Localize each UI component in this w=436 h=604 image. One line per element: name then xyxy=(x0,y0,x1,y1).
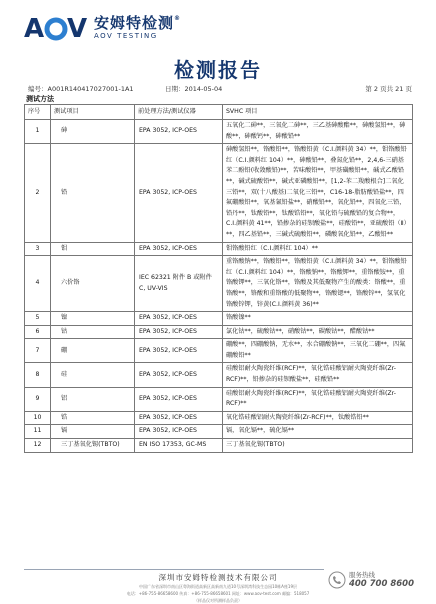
row-method: EPA 3052, ICP-OES xyxy=(135,144,223,242)
row-no: 12 xyxy=(25,439,51,453)
table-row xyxy=(25,256,413,312)
report-header xyxy=(24,14,181,42)
row-no: 11 xyxy=(25,425,51,439)
table-row xyxy=(25,363,413,387)
company-name-cn: 安姆特检测 xyxy=(94,14,175,32)
row-svhc: 重铬酸钠**，铬酸铅**，铬酸铅黄（C.I.颜料黄 34）**，钼铬酸铅红（C.I.颜料红 104）**，铬酸钠**，铬酸钾**，重铬酸铵**，重铬酸钾**，三氧化铬**，铬酸及其低聚物产生的酸类：铬酸**，重铬酸**，铬酸和重铬酸的低聚物**，铬酸锶**，铬酸锌**，氢氧化铬酸锌钾，锌黄(C.I.颜料黄 36)** xyxy=(223,256,413,312)
row-method: EPA 3052, ICP-OES xyxy=(135,339,223,363)
row-item: 钴 xyxy=(51,325,135,339)
table-row xyxy=(25,411,413,425)
row-item: 砷 xyxy=(51,120,135,144)
section-title: 测试方法 xyxy=(26,95,54,103)
table-row xyxy=(25,120,413,144)
row-no: 3 xyxy=(25,242,51,256)
row-svhc: 三丁基氧化锡(TBTO) xyxy=(223,439,413,453)
row-item: 六价铬 xyxy=(51,256,135,312)
company-name-en: AOV TESTING xyxy=(94,32,158,40)
row-method: EN ISO 17353, GC-MS xyxy=(135,439,223,453)
page-indicator: 第 2 页共 21 页 xyxy=(365,85,412,93)
table-body xyxy=(25,120,413,453)
row-no: 9 xyxy=(25,387,51,411)
row-item: 三丁基氧化锡(TBTO) xyxy=(51,439,135,453)
row-method: EPA 3052, ICP-OES xyxy=(135,387,223,411)
row-no: 7 xyxy=(25,339,51,363)
table-row xyxy=(25,242,413,256)
row-method: IEC 62321 附件 B 或附件 C, UV-VIS xyxy=(135,256,223,312)
row-svhc: 镉，氧化镉**，硫化镉** xyxy=(223,425,413,439)
table-row xyxy=(25,339,413,363)
header-no: 序号 xyxy=(25,105,51,120)
row-item: 铝 xyxy=(51,387,135,411)
row-no: 6 xyxy=(25,325,51,339)
header-test-item: 测试项目 xyxy=(51,105,135,120)
table-header-row xyxy=(25,105,413,120)
table-row xyxy=(25,144,413,242)
row-svhc: 铬酸镍** xyxy=(223,312,413,326)
row-no: 10 xyxy=(25,411,51,425)
row-item: 镍 xyxy=(51,312,135,326)
header-method: 前处理方法/测试仪器 xyxy=(135,105,223,120)
table-row xyxy=(25,425,413,439)
header-svhc: SVHC 项目 xyxy=(223,105,413,120)
test-method-table xyxy=(24,104,413,453)
footer-note: （样品仅对所测样品负责） xyxy=(194,598,242,603)
row-no: 4 xyxy=(25,256,51,312)
page-title: 检测报告 xyxy=(174,58,262,82)
report-date: 日期：2014-05-04 xyxy=(165,85,223,93)
service-hotline xyxy=(328,570,414,589)
row-method: EPA 3052, ICP-OES xyxy=(135,363,223,387)
table-row xyxy=(25,325,413,339)
row-svhc: 五氧化二砷**，三氧化二砷**，三乙基砷酸酯**，砷酸氢铅**，砷酸**，砷酸钙**，砷酸铅** xyxy=(223,120,413,144)
row-no: 8 xyxy=(25,363,51,387)
svg-text:V: V xyxy=(67,14,88,42)
footer-address: 中国广东省深圳市南山区粤海街道高新区高新南九道10号深圳湾科技生态园10栋A座19层 xyxy=(138,584,297,589)
row-svhc: 钼铬酸铅红（C.I.颜料红 104）** xyxy=(223,242,413,256)
row-method: EPA 3052, ICP-OES xyxy=(135,312,223,326)
hotline-label: 服务热线 xyxy=(348,571,375,579)
hotline-number: 400 700 8600 xyxy=(348,579,414,589)
row-method: EPA 3052, ICP-OES xyxy=(135,411,223,425)
footer-divider xyxy=(24,569,324,570)
row-item: 镉 xyxy=(51,425,135,439)
row-item: 硅 xyxy=(51,363,135,387)
row-method: EPA 3052, ICP-OES xyxy=(135,242,223,256)
registered-mark: ® xyxy=(174,15,182,22)
phone-handset-icon xyxy=(328,571,346,589)
svg-text:A: A xyxy=(24,14,45,42)
report-number: 编号：A001R140417027001-1A1 xyxy=(28,85,134,93)
company-name xyxy=(94,16,181,40)
footer-company: 深圳市安姆特检测技术有限公司 xyxy=(158,573,278,582)
row-svhc: 氧化锆硅酸铝耐火陶瓷纤维(Zr-RCF)**，钛酸锆铅** xyxy=(223,411,413,425)
row-no: 2 xyxy=(25,144,51,242)
row-item: 硼 xyxy=(51,339,135,363)
row-no: 5 xyxy=(25,312,51,326)
row-item: 铅 xyxy=(51,144,135,242)
table-row xyxy=(25,439,413,453)
row-method: EPA 3052, ICP-OES xyxy=(135,325,223,339)
row-method: EPA 3052, ICP-OES xyxy=(135,120,223,144)
row-svhc: 氯化钴**，硫酸钴**，硝酸钴**，碳酸钴**，醋酸钴** xyxy=(223,325,413,339)
row-svhc: 砷酸氢铅**，铬酸铅**，铬酸铅黄（C.I.颜料黄 34）**，钼铬酸铅红（C.I.颜料红 104）**，砷酸铅**，叠氮化铅**，2,4,6-三硝基苯二酚铅(收敛酸铅)**，苦味酸铅**，甲基磺酸铅**，碱式乙酸铅**，碱式硫酸铅**，碱式亚磷酸铅**，[1,2-苯二羧酸根合]二氧化三铅**，双(十八酸基)二氧化三铅**，C16-18-脂肪酸铅盐**，四氟硼酸铅**，氧基氰铅盐**，硝酸铅**，氧化铅**，四氧化三铅，铅丹**，钛酸铅**，钛酸锆铅**，氧化铅与硫酸铅的复合物**，C.I.颜料黄 41**，铅掺杂的硅钡酸盐**，硅酸铅**，亚硫酸铅（Ⅱ）**，四乙基铅**，三碱式硫酸铅**，磷酸氧化铅**，乙酸铅** xyxy=(223,144,413,242)
row-svhc: 硅酸铝耐火陶瓷纤维(RCF)**，氧化锆硅酸铝耐火陶瓷纤维(Zr-RCF)** xyxy=(223,387,413,411)
row-svhc: 硅酸铝耐火陶瓷纤维(RCF)**，氧化锆硅酸铝耐火陶瓷纤维(Zr-RCF)**，铅掺杂的硅钡酸盐**，硅酸铅** xyxy=(223,363,413,387)
row-method: EPA 3052, ICP-OES xyxy=(135,425,223,439)
table-row xyxy=(25,387,413,411)
test-method-table-wrapper xyxy=(24,104,412,453)
table-row xyxy=(25,312,413,326)
row-item: 锆 xyxy=(51,411,135,425)
row-svhc: 硼酸**，四硼酸钠，无水**，水合硼酸钠**，三氧化二硼**，四氟硼酸铅** xyxy=(223,339,413,363)
row-no: 1 xyxy=(25,120,51,144)
row-item: 钼 xyxy=(51,242,135,256)
footer-contact: 电话：+86-755-86658600 传真：+86-755-86658601 网址：www.aov-test.com 邮编：518057 xyxy=(126,591,310,596)
aov-logo-icon xyxy=(24,14,88,42)
